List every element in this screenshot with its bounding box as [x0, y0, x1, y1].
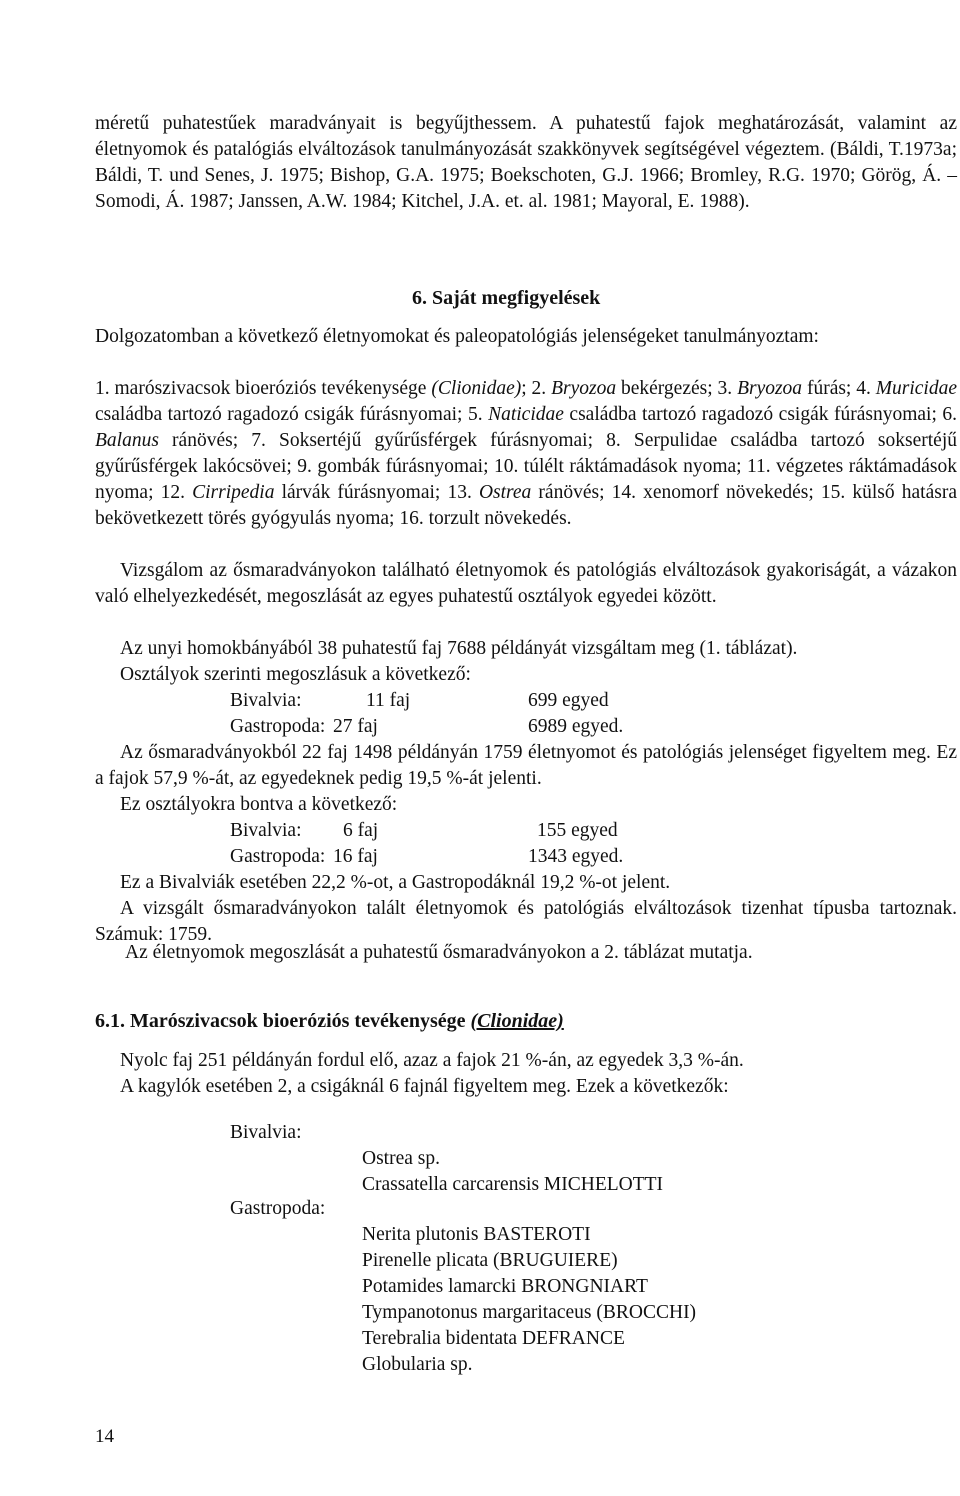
species-count: 6 faj [343, 820, 379, 841]
class-label: Gastropoda: [230, 716, 326, 737]
paragraph-class-breakdown: Ez osztályokra bontva a következő: [120, 794, 398, 815]
paragraph-study-aim: Vizsgálom az ősmaradványokon található életnyomok és patológiás elváltozások gyakoriságát, a vázakon való elhelyezkedését, megoszlását az egyes puhatestű osztályok egyedei között. [95, 560, 957, 607]
paragraph-trace-types: A vizsgált ősmaradványokon talált életnyomok és patológiás elváltozások tizenhat típusba tartoznak. Számuk: 1759. [95, 898, 957, 945]
species-count: 11 faj [366, 690, 411, 711]
specimen-count: 699 egyed [528, 690, 609, 711]
paragraph-trace-totals: Az ősmaradványokból 22 faj 1498 példányán 1759 életnyomot és patológiás jelenséget figyeltem meg. Ez a fajok 57,9 %-át, az egyedeknek pedig 19,5 %-át jelenti. [95, 742, 957, 789]
species-group-label-gastropoda: Gastropoda: [230, 1198, 326, 1219]
specimen-count: 1343 egyed. [528, 846, 624, 867]
class-table-1-row-gastropoda [0, 714, 960, 740]
class-label: Gastropoda: [230, 846, 326, 867]
section-heading-6: 6. Saját megfigyelések [412, 287, 601, 309]
class-table-2-row-bivalvia [0, 818, 960, 844]
section-heading-6-1: 6.1. Marószivacsok bioeróziós tevékenysége (Clionidae) [95, 1010, 564, 1032]
species-item: Crassatella carcarensis MICHELOTTI [362, 1174, 664, 1195]
species-item: Potamides lamarcki BRONGNIART [362, 1276, 648, 1297]
species-group-label-bivalvia: Bivalvia: [230, 1122, 302, 1143]
page-number: 14 [95, 1426, 114, 1447]
class-table-2-row-gastropoda [0, 844, 960, 870]
paragraph-clionidae-occurrence: Nyolc faj 251 példányán fordul elő, azaz a fajok 21 %-án, az egyedek 3,3 %-án. [120, 1050, 744, 1071]
paragraph-table-reference: Az életnyomok megoszlását a puhatestű ősmaradványokon a 2. táblázat mutatja. [125, 942, 753, 963]
paragraph-class-distribution: Osztályok szerinti megoszlásuk a következő: [120, 664, 471, 685]
paragraph-class-percentages: Ez a Bivalviák esetében 22,2 %-ot, a Gastropodáknál 19,2 %-ot jelent. [120, 872, 671, 893]
specimen-count: 155 egyed [537, 820, 618, 841]
species-item: Globularia sp. [362, 1354, 473, 1375]
paragraph-trace-list: 1. marószivacsok bioeróziós tevékenysége (Clionidae); 2. Bryozoa bekérgezés; 3. Bryozoa fúrás; 4. Muricidae családba tartozó ragadozó csigák fúrásnyomai; 5. Naticidae családba tartozó ragadozó csigák fúrásnyomai; 6. Balanus ránövés; 7. Soksertéjű gyűrűsférgek fúrásnyomai; 8. Serpulidae családba tartozó soksertéjű gyűrűsférgek lakócsövei; 9. gombák fúrásnyomai; 10. túlélt ráktámadások nyoma; 11. végzetes ráktámadások nyoma; 12. Cirripedia lárvák fúrásnyomai; 13. Ostrea ránövés; 14. xenomorf növekedés; 15. külső hatásra bekövetkezett törés gyógyulás nyoma; 16. torzult növekedés. [95, 378, 958, 529]
species-count: 27 faj [333, 716, 378, 737]
specimen-count: 6989 egyed. [528, 716, 624, 737]
paragraph-clionidae-classes: A kagylók esetében 2, a csigáknál 6 fajnál figyeltem meg. Ezek a következők: [120, 1076, 729, 1097]
species-item: Pirenelle plicata (BRUGUIERE) [362, 1250, 618, 1271]
species-count: 16 faj [333, 846, 378, 867]
paragraph-intro-list: Dolgozatomban a következő életnyomokat és paleopatológiás jelenségeket tanulmányoztam: [95, 326, 819, 347]
class-table-1-row-bivalvia [0, 688, 960, 714]
paragraph-methods: méretű puhatestűek maradványait is begyűjthessem. A puhatestű fajok meghatározását, valamint az életnyomok és patalógiás elváltozások tanulmányozását szakkönyvek segítségével végeztem. (Báldi, T.1973a; Báldi, T. und Senes, J. 1975; Bishop, G.A. 1975; Boekschoten, G.J. 1966; Bromley, R.G. 1970; Görög, Á. – Somodi, Á. 1987; Janssen, A.W. 1984; Kitchel, J.A. et. al. 1981; Mayoral, E. 1988). [95, 113, 957, 212]
class-label: Bivalvia: [230, 820, 302, 841]
class-label: Bivalvia: [230, 690, 302, 711]
species-item: Tympanotonus margaritaceus (BROCCHI) [362, 1302, 697, 1323]
species-item: Ostrea sp. [362, 1148, 440, 1169]
species-item: Nerita plutonis BASTEROTI [362, 1224, 591, 1245]
species-item: Terebralia bidentata DEFRANCE [362, 1328, 625, 1349]
paragraph-sample-count: Az unyi homokbányából 38 puhatestű faj 7688 példányát vizsgáltam meg (1. táblázat). [120, 638, 798, 659]
